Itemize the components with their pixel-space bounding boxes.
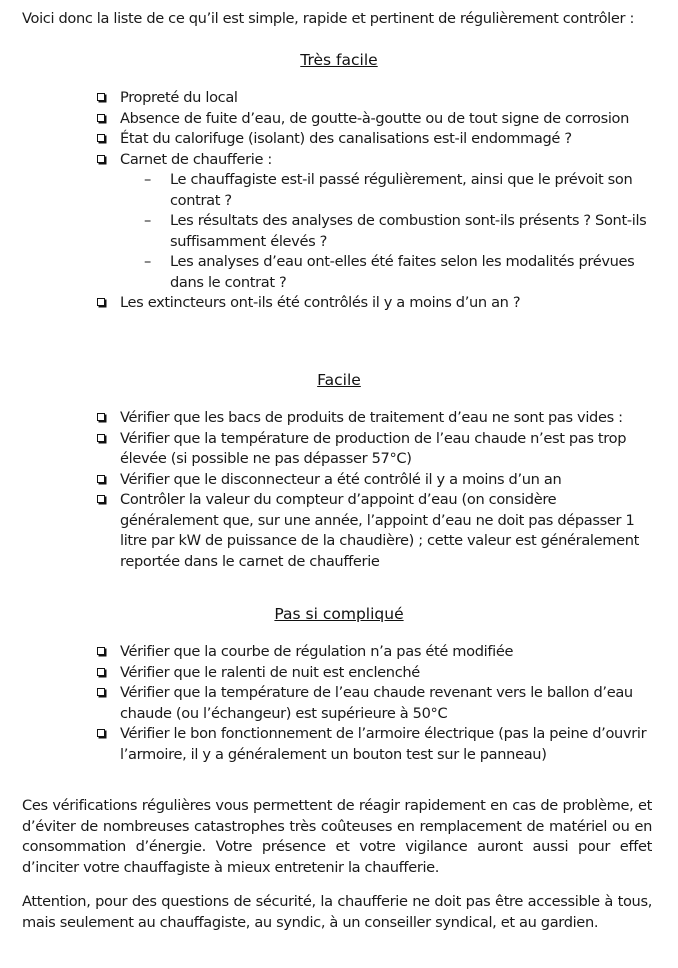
checkbox-icon <box>97 729 105 737</box>
checkbox-icon <box>97 298 105 306</box>
sublist-item <box>120 170 656 211</box>
dash-bullet-icon: – <box>144 253 151 270</box>
sublist-item-text: Les analyses d’eau ont-elles été faites selon les modalités prévues dans le contrat ? <box>170 253 635 291</box>
checklist-facile <box>96 408 656 572</box>
checkbox-icon <box>97 647 105 655</box>
checklist-item <box>96 408 656 429</box>
paragraph-security-warning: Attention, pour des questions de sécurité, la chaufferie ne doit pas être accessible à tous, mais seulement au chauffagiste, au syndic, à un conseiller syndical, et au gardien. <box>22 893 652 931</box>
section-heading-pas-si-complique: Pas si compliqué <box>274 605 404 623</box>
checkbox-icon <box>97 434 105 442</box>
checklist-item-text: Propreté du local <box>120 89 238 106</box>
checklist-item-text: Vérifier que les bacs de produits de traitement d’eau ne sont pas vides : <box>120 409 623 426</box>
checkbox-icon <box>97 688 105 696</box>
checklist-pas-si-complique <box>96 642 656 765</box>
checkbox-icon <box>97 413 105 421</box>
checkbox-icon <box>97 93 105 101</box>
sublist-item-text: Les résultats des analyses de combustion sont-ils présents ? Sont-ils suffisamment élevés ? <box>170 212 647 250</box>
checklist-item <box>96 150 656 294</box>
sublist-item-text: Le chauffagiste est-il passé régulièrement, ainsi que le prévoit son contrat ? <box>170 171 633 209</box>
checkbox-icon <box>97 114 105 122</box>
intro-text: Voici donc la liste de ce qu’il est simple, rapide et pertinent de régulièrement contrôler : <box>22 10 635 27</box>
sublist-carnet <box>120 170 656 293</box>
paragraph-benefits: Ces vérifications régulières vous permettent de réagir rapidement en cas de problème, et d’éviter de nombreuses catastrophes très coûteuses en remplacement de matériel ou en consommation d’énergie. Votre présence et votre vigilance auront aussi pour effet d’inciter votre chauffagiste à mieux entretenir la chaufferie. <box>22 797 652 876</box>
section-heading-facile: Facile <box>317 371 361 389</box>
section-heading-tres-facile: Très facile <box>300 51 378 69</box>
checklist-item <box>96 490 656 572</box>
sublist-item <box>120 252 656 293</box>
checklist-item-text: Vérifier le bon fonctionnement de l’armoire électrique (pas la peine d’ouvrir l’armoire, il y a généralement un bouton test sur le panneau) <box>120 725 647 763</box>
checklist-item <box>96 88 656 109</box>
checklist-item <box>96 663 656 684</box>
checklist-item-text: Carnet de chaufferie : <box>120 150 272 168</box>
checklist-item <box>96 683 656 724</box>
checkbox-icon <box>97 495 105 503</box>
checklist-item <box>96 642 656 663</box>
checklist-item-text: Vérifier que le disconnecteur a été contrôlé il y a moins d’un an <box>120 470 562 488</box>
checkbox-icon <box>97 475 105 483</box>
checklist-item-text: Vérifier que le ralenti de nuit est enclenché <box>120 663 420 681</box>
checkbox-icon <box>97 155 105 163</box>
checklist-item-text: Vérifier que la température de production de l’eau chaude n’est pas trop élevée (si possible ne pas dépasser 57°C) <box>120 429 627 467</box>
dash-bullet-icon: – <box>144 212 151 229</box>
sublist-item <box>120 211 656 252</box>
checklist-item <box>96 724 656 765</box>
checkbox-icon <box>97 668 105 676</box>
checklist-item-text: Contrôler la valeur du compteur d’appoint d’eau (on considère généralement que, sur une année, l’appoint d’eau ne doit pas dépasser 1 litre par kW de puissance de la chaudière) ; cette valeur est généralement reportée dans le carnet de chaufferie <box>120 491 640 570</box>
checklist-item <box>96 429 656 470</box>
checkbox-icon <box>97 134 105 142</box>
dash-bullet-icon: – <box>144 171 151 188</box>
checklist-item <box>96 293 656 314</box>
checklist-item <box>96 109 656 130</box>
checklist-item <box>96 470 656 491</box>
checklist-item-text: Vérifier que la courbe de régulation n’a pas été modifiée <box>120 643 514 660</box>
checklist-item <box>96 129 656 150</box>
checklist-item-text: Absence de fuite d’eau, de goutte-à-goutte ou de tout signe de corrosion <box>120 109 630 127</box>
checklist-tres-facile <box>96 88 656 314</box>
checklist-item-text: Vérifier que la température de l’eau chaude revenant vers le ballon d’eau chaude (ou l’échangeur) est supérieure à 50°C <box>120 684 633 722</box>
checklist-item-text: État du calorifuge (isolant) des canalisations est-il endommagé ? <box>120 130 572 147</box>
checklist-item-text: Les extincteurs ont-ils été contrôlés il y a moins d’un an ? <box>120 294 521 311</box>
